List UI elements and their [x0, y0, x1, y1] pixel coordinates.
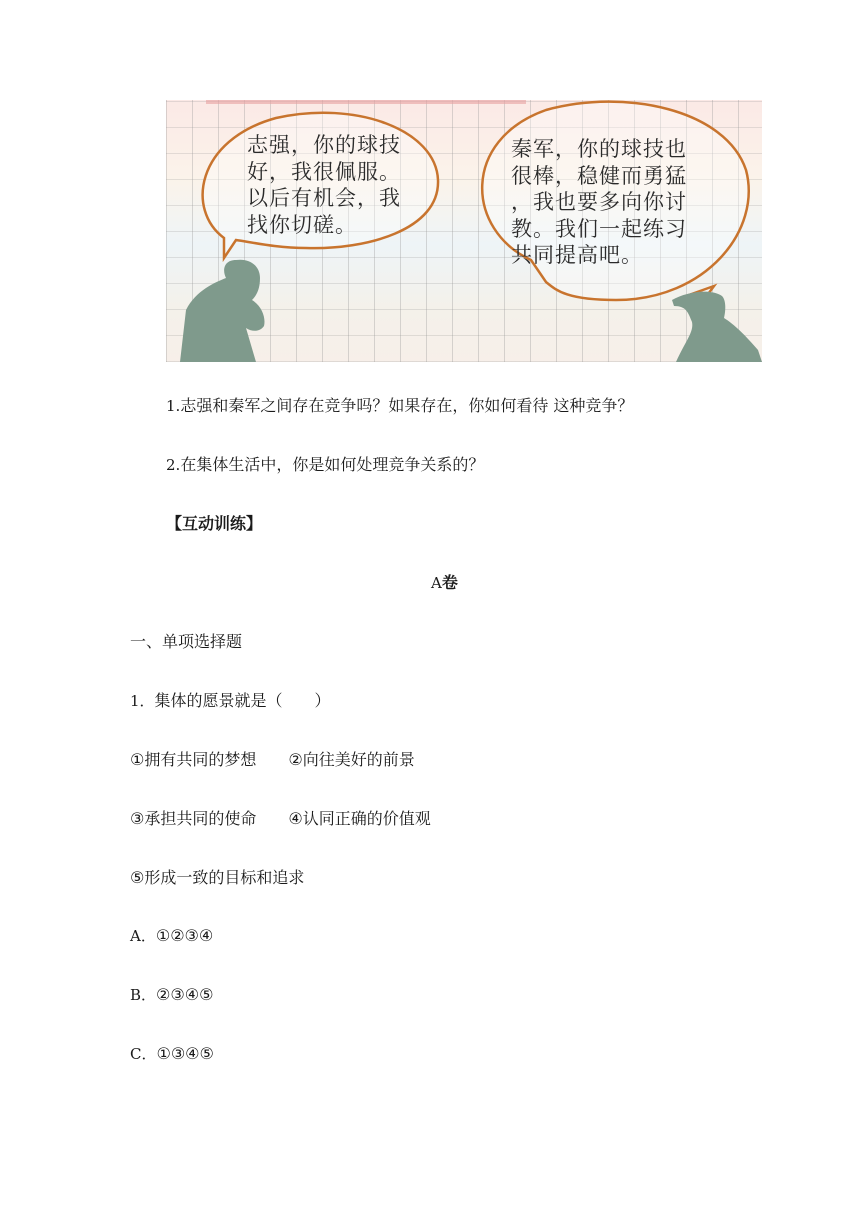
statement-line: ⑤形成一致的目标和追求 [130, 868, 305, 887]
answer-option-c [130, 1043, 214, 1064]
statement-line: ①拥有共同的梦想 ②向往美好的前景 [130, 750, 415, 769]
question-stem-text: 集体的愿景就是（ ） [154, 691, 331, 710]
comic-illustration [166, 100, 762, 362]
left-bubble-text [247, 132, 401, 238]
part-heading: 一、单项选择题 [130, 632, 243, 651]
question-number: 1． [130, 692, 155, 710]
discussion-question-2 [166, 452, 484, 475]
right-person-silhouette [672, 292, 762, 362]
volume-text: 卷 [441, 573, 458, 592]
bubble-line: 找你切磋。 [247, 212, 357, 237]
option-text: ①③④⑤ [156, 1044, 214, 1063]
volume-letter: A [431, 574, 442, 592]
question-number: 1. [166, 397, 181, 415]
answer-option-b [130, 984, 213, 1005]
option-label: C． [130, 1045, 157, 1063]
statement-line: ③承担共同的使命 ④认同正确的价值观 [130, 809, 431, 828]
left-person-silhouette [180, 260, 265, 362]
question-number: 2. [166, 456, 181, 474]
bubble-line: 很棒，稳健而勇猛 [511, 163, 687, 188]
answer-option-a [130, 925, 213, 946]
bubble-line: 以后有机会，我 [247, 186, 401, 210]
question-text: 在集体生活中，你是如何处理竞争关系的？ [180, 455, 485, 474]
question-text: 志强和秦军之间存在竞争吗？如果存在，你如何看待 这种竞争？ [180, 396, 634, 415]
section-heading: 【互动训练】 [166, 514, 263, 533]
bubble-line: ，我也要多向你讨 [511, 190, 687, 214]
bubble-line: 共同提高吧。 [511, 243, 643, 267]
bubble-line: 教。我们一起练习 [511, 216, 687, 241]
bubble-line: 志强，你的球技 [247, 133, 401, 157]
option-label: A． [130, 927, 156, 945]
right-bubble-text [511, 136, 687, 269]
discussion-question-1 [166, 393, 633, 416]
option-text: ①②③④ [155, 926, 214, 945]
bubble-line: 好，我很佩服。 [247, 159, 401, 184]
volume-title [431, 570, 458, 593]
option-label: B． [130, 986, 157, 1004]
bubble-line: 秦军，你的球技也 [511, 137, 687, 161]
option-text: ②③④⑤ [156, 985, 214, 1004]
question-stem [130, 688, 331, 711]
